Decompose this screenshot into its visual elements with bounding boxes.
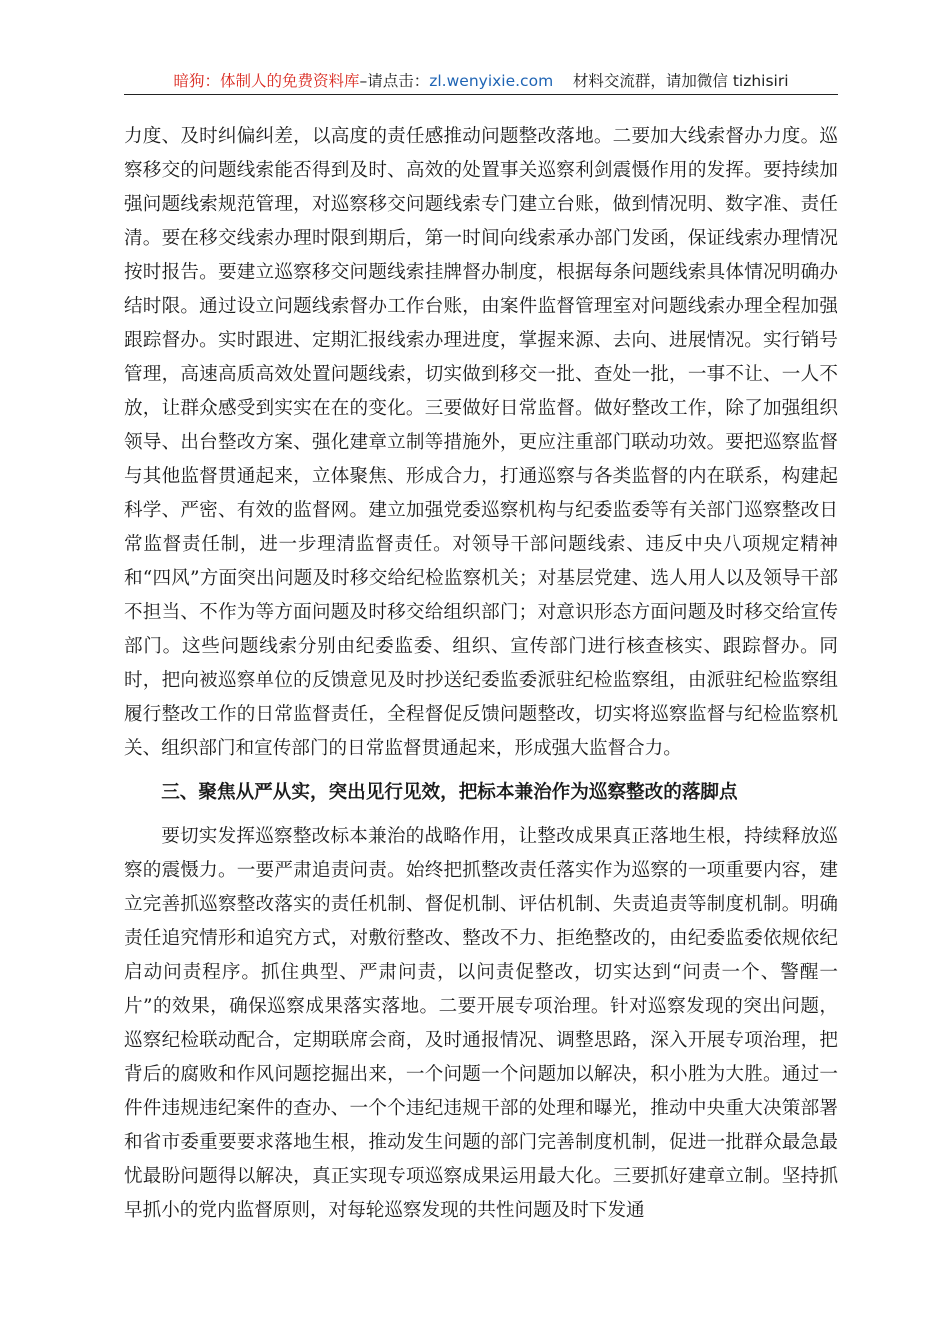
header-prompt: –请点击：: [359, 72, 430, 90]
paragraph-continued: 力度、及时纠偏纠差，以高度的责任感推动问题整改落地。二要加大线索督办力度。巡察移交的问题线索能否得到及时、高效的处置事关巡察利剑震慑作用的发挥。要持续加强问题线索规范管理，对巡察移交问题线索专门建立台账，做到情况明、数字准、责任清。要在移交线索办理时限到期后，第一时间向线索承办部门发函，保证线索办理情况按时报告。要建立巡察移交问题线索挂牌督办制度，根据每条问题线索具体情况明确办结时限。通过设立问题线索督办工作台账，由案件监督管理室对问题线索办理全程加强跟踪督办。实时跟进、定期汇报线索办理进度，掌握来源、去向、进展情况。实行销号管理，高速高质高效处置问题线索，切实做到移交一批、查处一批，一事不让、一人不放，让群众感受到实实在在的变化。三要做好日常监督。做好整改工作，除了加强组织领导、出台整改方案、强化建章立制等措施外，更应注重部门联动功效。要把巡察监督与其他监督贯通起来，立体聚焦、形成合力，打通巡察与各类监督的内在联系，构建起科学、严密、有效的监督网。建立加强党委巡察机构与纪委监委等有关部门巡察整改日常监督责任制，进一步理清监督责任。对领导干部问题线索、违反中央八项规定精神和“四风”方面突出问题及时移交给纪检监察机关；对基层党建、选人用人以及领导干部不担当、不作为等方面问题及时移交给组织部门；对意识形态方面问题及时移交给宣传部门。这些问题线索分别由纪委监委、组织、宣传部门进行核查核实、跟踪督办。同时，把向被巡察单位的反馈意见及时抄送纪委监委派驻纪检监察组，由派驻纪检监察组履行整改工作的日常监督责任，全程督促反馈问题整改，切实将巡察监督与纪检监察机关、组织部门和宣传部门的日常监督贯通起来，形成强大监督合力。: [124, 126, 838, 759]
document-body: [124, 120, 838, 1228]
section-heading: 三、聚焦从严从实，突出见行见效，把标本兼治作为巡察整改的落脚点: [161, 782, 738, 803]
header-contact: 材料交流群，请加微信 tizhisiri: [572, 72, 789, 90]
page-header: [124, 68, 838, 95]
paragraph: 要切实发挥巡察整改标本兼治的战略作用，让整改成果真正落地生根，持续释放巡察的震慑力。一要严肃追责问责。始终把抓整改责任落实作为巡察的一项重要内容，建立完善抓巡察整改落实的责任机制、督促机制、评估机制、失责追责等制度机制。明确责任追究情形和追究方式，对敷衍整改、整改不力、拒绝整改的，由纪委监委依规依纪启动问责程序。抓住典型、严肃问责，以问责促整改，切实达到“问责一个、警醒一片”的效果，确保巡察成果落实落地。二要开展专项治理。针对巡察发现的突出问题，巡察纪检联动配合，定期联席会商，及时通报情况、调整思路，深入开展专项治理，把背后的腐败和作风问题挖掘出来，一个问题一个问题加以解决，积小胜为大胜。通过一件件违规违纪案件的查办、一个个违纪违规干部的处理和曝光，推动中央重大决策部署和省市委重要要求落地生根，推动发生问题的部门完善制度机制，促进一批群众最急最忧最盼问题得以解决，真正实现专项巡察成果运用最大化。三要抓好建章立制。坚持抓早抓小的党内监督原则，对每轮巡察发现的共性问题及时下发通: [124, 826, 838, 1221]
header-link[interactable]: zl.wenyixie.com: [429, 72, 554, 90]
header-brand: 暗狗：体制人的免费资料库: [173, 72, 360, 90]
